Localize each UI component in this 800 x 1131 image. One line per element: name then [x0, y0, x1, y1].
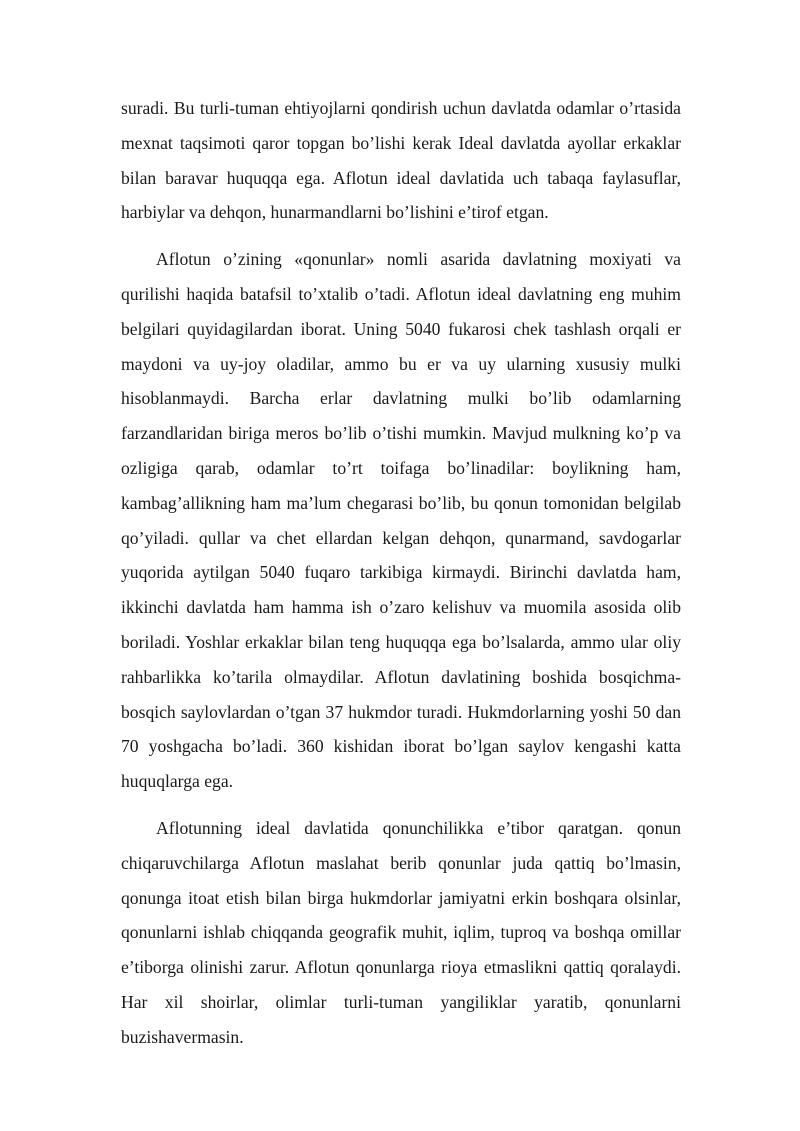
- paragraph-laws: Aflotun o’zining «qonunlar» nomli asarida davlatning moxiyati va qurilishi haqida batafsil to’xtalib o’tadi. Aflotun ideal davlatning eng muhim belgilari quyidagilardan iborat. Uning 5040 fukarosi chek tashlash orqali er maydoni va uy-joy oladilar, ammo bu er va uy ularning xususiy mulki hisoblanmaydi. Barcha erlar davlatning mulki bo’lib odamlarning farzandlaridan biriga meros bo’lib o’tishi mumkin. Mavjud mulkning ko’p va ozligiga qarab, odamlar to’rt toifaga bo’linadilar: boylikning ham, kambag’allikning ham ma’lum chegarasi bo’lib, bu qonun tomonidan belgilab qo’yiladi. qullar va chet ellardan kelgan dehqon, qunarmand, savdogarlar yuqorida aytilgan 5040 fuqaro tarkibiga kirmaydi. Birinchi davlatda ham, ikkinchi davlatda ham hamma ish o’zaro kelishuv va muomila asosida olib boriladi. Yoshlar erkaklar bilan teng huquqqa ega bo’lsalarda, ammo ular oliy rahbarlikka ko’tarila olmaydilar. Aflotun davlatining boshida bosqichma-bosqich saylovlardan o’tgan 37 hukmdor turadi. Hukmdorlarning yoshi 50 dan 70 yoshgacha bo’ladi. 360 kishidan iborat bo’lgan saylov kengashi katta huquqlarga ega.: [121, 249, 681, 792]
- paragraph-continued: suradi. Bu turli-tuman ehtiyojlarni qondirish uchun davlatda odamlar o’rtasida mexnat taqsimoti qaror topgan bo’lishi kerak Ideal davlatda ayollar erkaklar bilan baravar huquqqa ega. Aflotun ideal davlatida uch tabaqa faylasuflar, harbiylar va dehqon, hunarmandlarni bo’lishini e’tirof etgan.: [121, 98, 681, 223]
- paragraph-legislation: Aflotunning ideal davlatida qonunchilikka e’tibor qaratgan. qonun chiqaruvchilarga Aflotun maslahat berib qonunlar juda qattiq bo’lmasin, qonunga itoat etish bilan birga hukmdorlar jamiyatni erkin boshqara olsinlar, qonunlarni ishlab chiqqanda geografik muhit, iqlim, tuproq va boshqa omillar e’tiborga olinishi zarur. Aflotun qonunlarga rioya etmaslikni qattiq qoralaydi. Har xil shoirlar, olimlar turli-tuman yangiliklar yaratib, qonunlarni buzishavermasin.: [121, 817, 681, 1047]
- body-text: [121, 91, 681, 1067]
